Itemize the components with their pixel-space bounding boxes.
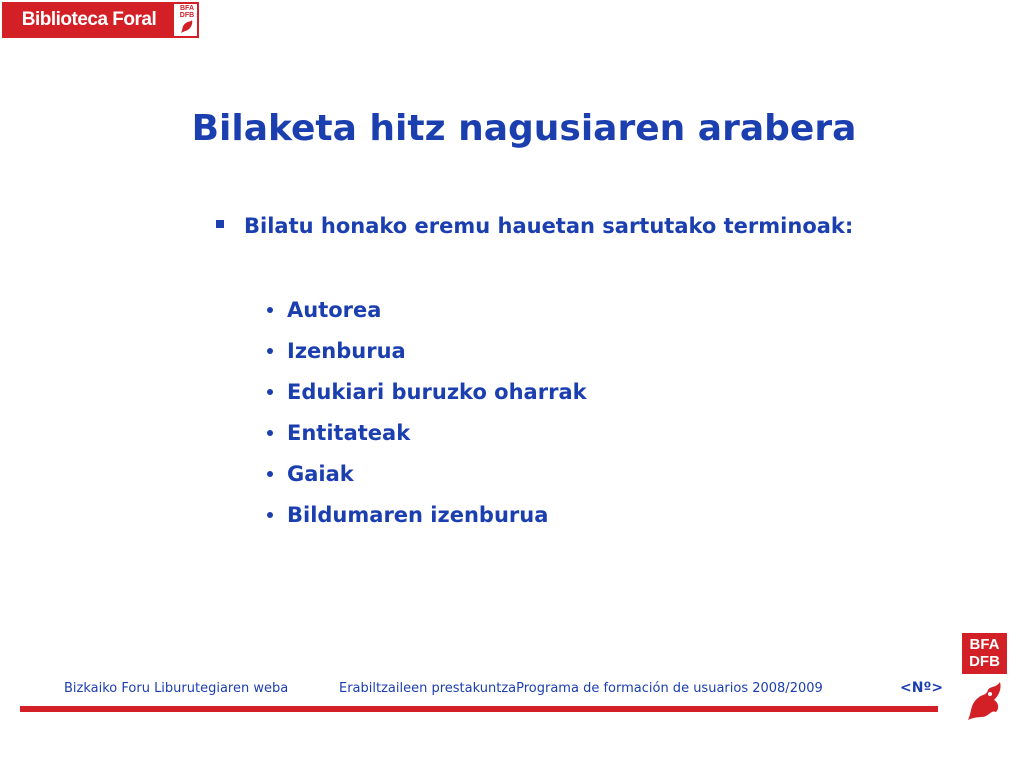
bfa-dfb-logo <box>962 633 1007 725</box>
bullet-dot-icon <box>267 471 273 477</box>
corner-logo-line2: DFB <box>969 653 1000 670</box>
lead-text: Bilatu honako eremu hauetan sartutako terminoak: <box>244 214 854 238</box>
corner-logo-line1: BFA <box>969 636 1000 653</box>
bullet-dot-icon <box>267 389 273 395</box>
slide-title: Bilaketa hitz nagusiaren arabera <box>191 108 857 149</box>
lead-bullet <box>216 214 853 238</box>
slide-number: <Nº> <box>900 680 944 696</box>
footer-divider <box>20 706 938 712</box>
emblem-abbr-line2: DFB <box>179 12 195 19</box>
list-item: Entitateak <box>267 419 587 460</box>
oak-leaf-icon <box>964 678 1005 724</box>
search-fields-list <box>267 296 587 542</box>
list-item: Autorea <box>267 296 587 337</box>
list-item: Bildumaren izenburua <box>267 501 587 542</box>
bullet-dot-icon <box>267 307 273 313</box>
bullet-dot-icon <box>267 348 273 354</box>
library-logo-text: Biblioteca Foral <box>4 4 174 36</box>
square-bullet-icon <box>216 220 224 228</box>
oak-leaf-icon <box>179 19 195 35</box>
list-item: Izenburua <box>267 337 587 378</box>
bullet-dot-icon <box>267 512 273 518</box>
library-logo <box>2 2 199 38</box>
emblem-abbr-line1: BFA <box>180 5 194 12</box>
bullet-dot-icon <box>267 430 273 436</box>
footer-center-text: Erabiltzaileen prestakuntzaPrograma de formación de usuarios 2008/2009 <box>339 681 823 696</box>
list-item: Gaiak <box>267 460 587 501</box>
list-item: Edukiari buruzko oharrak <box>267 378 587 419</box>
footer-left-text: Bizkaiko Foru Liburutegiaren weba <box>64 681 289 696</box>
bfa-emblem <box>176 5 198 35</box>
